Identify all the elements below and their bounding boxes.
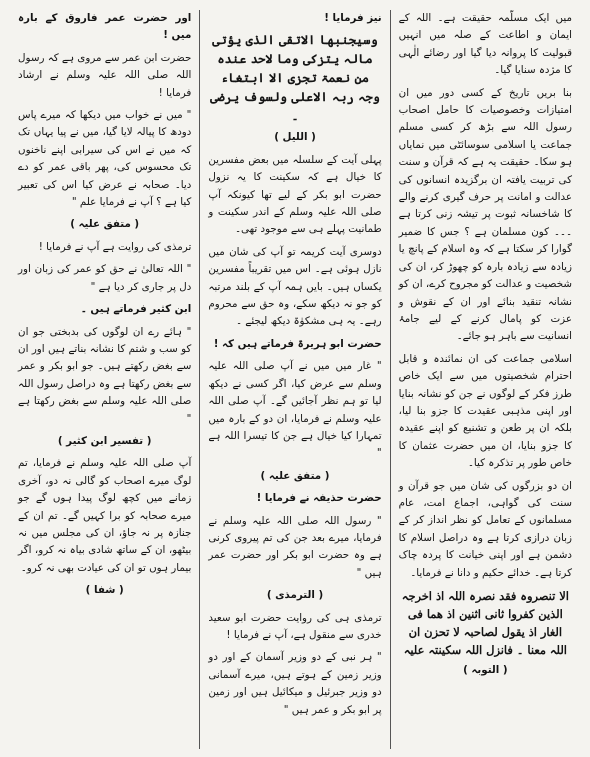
paragraph: حضرت ابو ہریرۃ فرماتے ہیں کہ ! <box>213 337 382 350</box>
paragraph: ان دو بزرگوں کی شان میں جو قرآن و سنت کی گواہی، اجماع امت، عام مسلمانوں کے تعامل کو نظر انداز کر کے زبان درازی کرتا ہے وہ دراصل اسلام کا دشمن ہے اور اپنی خیانت کا پردہ چاک کرتا ہے۔ خدائے حکیم و دانا نے فرمایا۔ <box>398 479 572 579</box>
source-citation: ( التوبہ ) <box>463 664 508 676</box>
hadith-quote: " ہائے رے ان لوگوں کی بدبختی جو ان کو سب و شتم کا نشانہ بناتے ہیں اور ان سے بغض رکھتے ہیں۔ جو ابو بکر و عمر سے بغض رکھتا ہے وہ دراصل رسول اللہ صلی اللہ علیہ وسلم سے بغض رکھتا ہے " <box>18 325 192 425</box>
section-heading: نیز فرمایا ! <box>324 12 382 24</box>
paragraph: آپ صلی اللہ علیہ وسلم نے فرمایا، تم لوگ میرے اصحاب کو گالی نہ دو، آخری زمانے میں کچھ لوگ پیدا ہوں گے جو میرے صحابہ کو برا کہیں گے۔ تم ان کے جنازہ پر نہ جاؤ، ان کی مجلس میں نہ بیٹھو، ان کے ساتھ شادی بیاہ نہ کرو، اگر بیمار ہوں تو ان کی عیادت بھی نہ کرو۔ <box>18 457 192 574</box>
quranic-verse: الا تنصروہ فقد نصرہ اللہ اذ اخرجہ الذین کفروا ثانی اثنین اذ ھما فی الغار اذ یقول لصاحبہ لا تحزن ان اللہ معنا ۔ فانزل اللہ سکینتہ علیہ <box>401 589 569 657</box>
paragraph: بنا بریں تاریخ کے کسی دور میں ان امتیازات وخصوصیات کا حامل اصحاب رسول اللہ سے بڑھ کر کسی مسلم جماعت یا اسلامی سوسائٹی میں نمایاں ہو سکا۔ حقیقت یہ ہے کہ قرآن و سنت کی تربیت یافتہ ان برگزیدہ انسانوں کی عدالت و امانت پر حرف گیری کرنے والے کا شاخسانہ ثبوت پر تیشہ زنی کرتا ہے ۔۔۔ کون مسلمان ہے ؟ جس کا ضمیر گوارا کر سکتا ہے کہ وہ اسلام کے پانچ یا زیادہ سے زیادہ بارہ کو چھوڑ کر، ان کی شخصیت و عدالت کو مجروح کرے، ان کو نشانہ تنقید بنائے اور ان کے نقوش و عزت کو پامال کرنے کے لیے جامۂ انسانیت سے باہر ہو جائے۔ <box>398 86 572 343</box>
paragraph: اور حضرت عمر فاروق کے بارہ میں ! <box>18 12 192 42</box>
column-left <box>10 10 200 749</box>
column-middle <box>200 10 390 749</box>
paragraph: اسلامی جماعت کی ان نمائندہ و قابل احترام شخصیتوں میں سے ایک خاص طرز فکر کے لوگوں نے جن کو نشانہ بنایا اور اپنی مذہبی عقیدت کا جزو بنا لیا، بلکہ ان پر طعن و تشنیع کو اپنے عقیدہ کا جزو بنایا، ان میں حضرت عثمان کا خاص طور پر تذکرہ کیا۔ <box>398 352 572 470</box>
paragraph: حضرت ابن عمر سے مروی ہے کہ رسول اللہ صلی اللہ علیہ وسلم نے ارشاد فرمایا ! <box>18 51 192 99</box>
paragraph: ترمذی کی روایت ہے آپ نے فرمایا ! <box>38 240 192 253</box>
paragraph: دوسری آیت کریمہ تو آپ کی شان میں نازل ہوئی ہے۔ اس میں تقریباً مفسرین یکساں ہیں۔ بایں ہمہ آپ کے بلند مرتبہ کو جو نہ دیکھ سکے، وہ حق سے محروم رہے۔ یہ ہی مشکوٰۃ دیکھ لیجئے ۔ <box>208 245 382 328</box>
hadith-quote: " غار میں میں نے آپ صلی اللہ علیہ وسلم سے عرض کیا، اگر کسی نے دیکھ لیا تو ہم نظر آجائیں گے۔ آپ صلی اللہ علیہ وسلم نے فرمایا، ان دو کے بارہ میں تمہارا کیا خیال ہے جن کا تیسرا اللہ ہے " <box>208 360 382 460</box>
hadith-quote: " میں نے خواب میں دیکھا کہ میرے پاس دودھ کا پیالہ لایا گیا، میں نے پیا یہاں تک کہ میں نے اس کی سیرابی اپنے ناخنوں تک محسوس کی، پھر باقی عمر کو دے دیا۔ صحابہ نے عرض کیا اس کی تعبیر کیا ہے ؟ آپ نے فرمایا علم " <box>18 109 192 209</box>
paragraph: ترمذی ہی کی روایت حضرت ابو سعید خدری سے منقول ہے، آپ نے فرمایا ! <box>208 611 382 641</box>
source-citation: ( متفق علیہ ) <box>70 218 140 231</box>
source-citation: ( تفسیر ابن کثیر ) <box>57 434 152 447</box>
paragraph: حضرت حذیفہ نے فرمایا ! <box>256 492 382 505</box>
source-citation: ( متفق علیہ ) <box>260 469 330 482</box>
source-citation: ( الترمذی ) <box>266 589 324 602</box>
column-right <box>391 10 580 749</box>
paragraph: میں ایک مسلّمہ حقیقت ہے۔ اللہ کے ایمان و اطاعت کے صلہ میں انہیں قبولیت کا پروانہ دیا گیا اور رضائے الٰہی کا مژدہ سنایا گیا۔ <box>398 12 572 77</box>
source-citation: ( شفا ) <box>85 584 124 597</box>
source-citation: ( اللیل ) <box>274 131 316 144</box>
hadith-quote: " اللہ تعالیٰ نے حق کو عمر کی زبان اور دل پر جاری کر دیا ہے " <box>18 263 192 293</box>
paragraph: پہلی آیت کے سلسلہ میں بعض مفسرین کا خیال ہے کہ سکینت کا یہ نزول حضرت ابو بکر کے لیے تھا کیونکہ آپ صلی اللہ علیہ وسلم کے اندر سکینت و طمانیت پہلے ہی سے موجود تھی۔ <box>208 153 382 236</box>
quranic-verse: وسیجنبھا الاتقی الذی یؤتی مالہ یتزکی وما لاحد عندہ من نعمۃ تجزی الا ابتغاء وجہ ربہ الاعلی ولسوف یرضی ۔ <box>210 32 380 124</box>
hadith-quote: " رسول اللہ صلی اللہ علیہ وسلم نے فرمایا، میرے بعد جن کی تم پیروی کرنی ہے وہ حضرت ابو بکر اور حضرت عمر ہیں " <box>208 514 382 579</box>
hadith-quote: " ہر نبی کے دو وزیر آسمان کے اور دو وزیر زمین کے ہوتے ہیں، میرے آسمانی دو وزیر جبرئیل و میکائیل ہیں اور زمین پر ابو بکر و عمر ہیں " <box>208 651 382 716</box>
paragraph: ابن کثیر فرماتے ہیں ۔ <box>80 303 192 316</box>
